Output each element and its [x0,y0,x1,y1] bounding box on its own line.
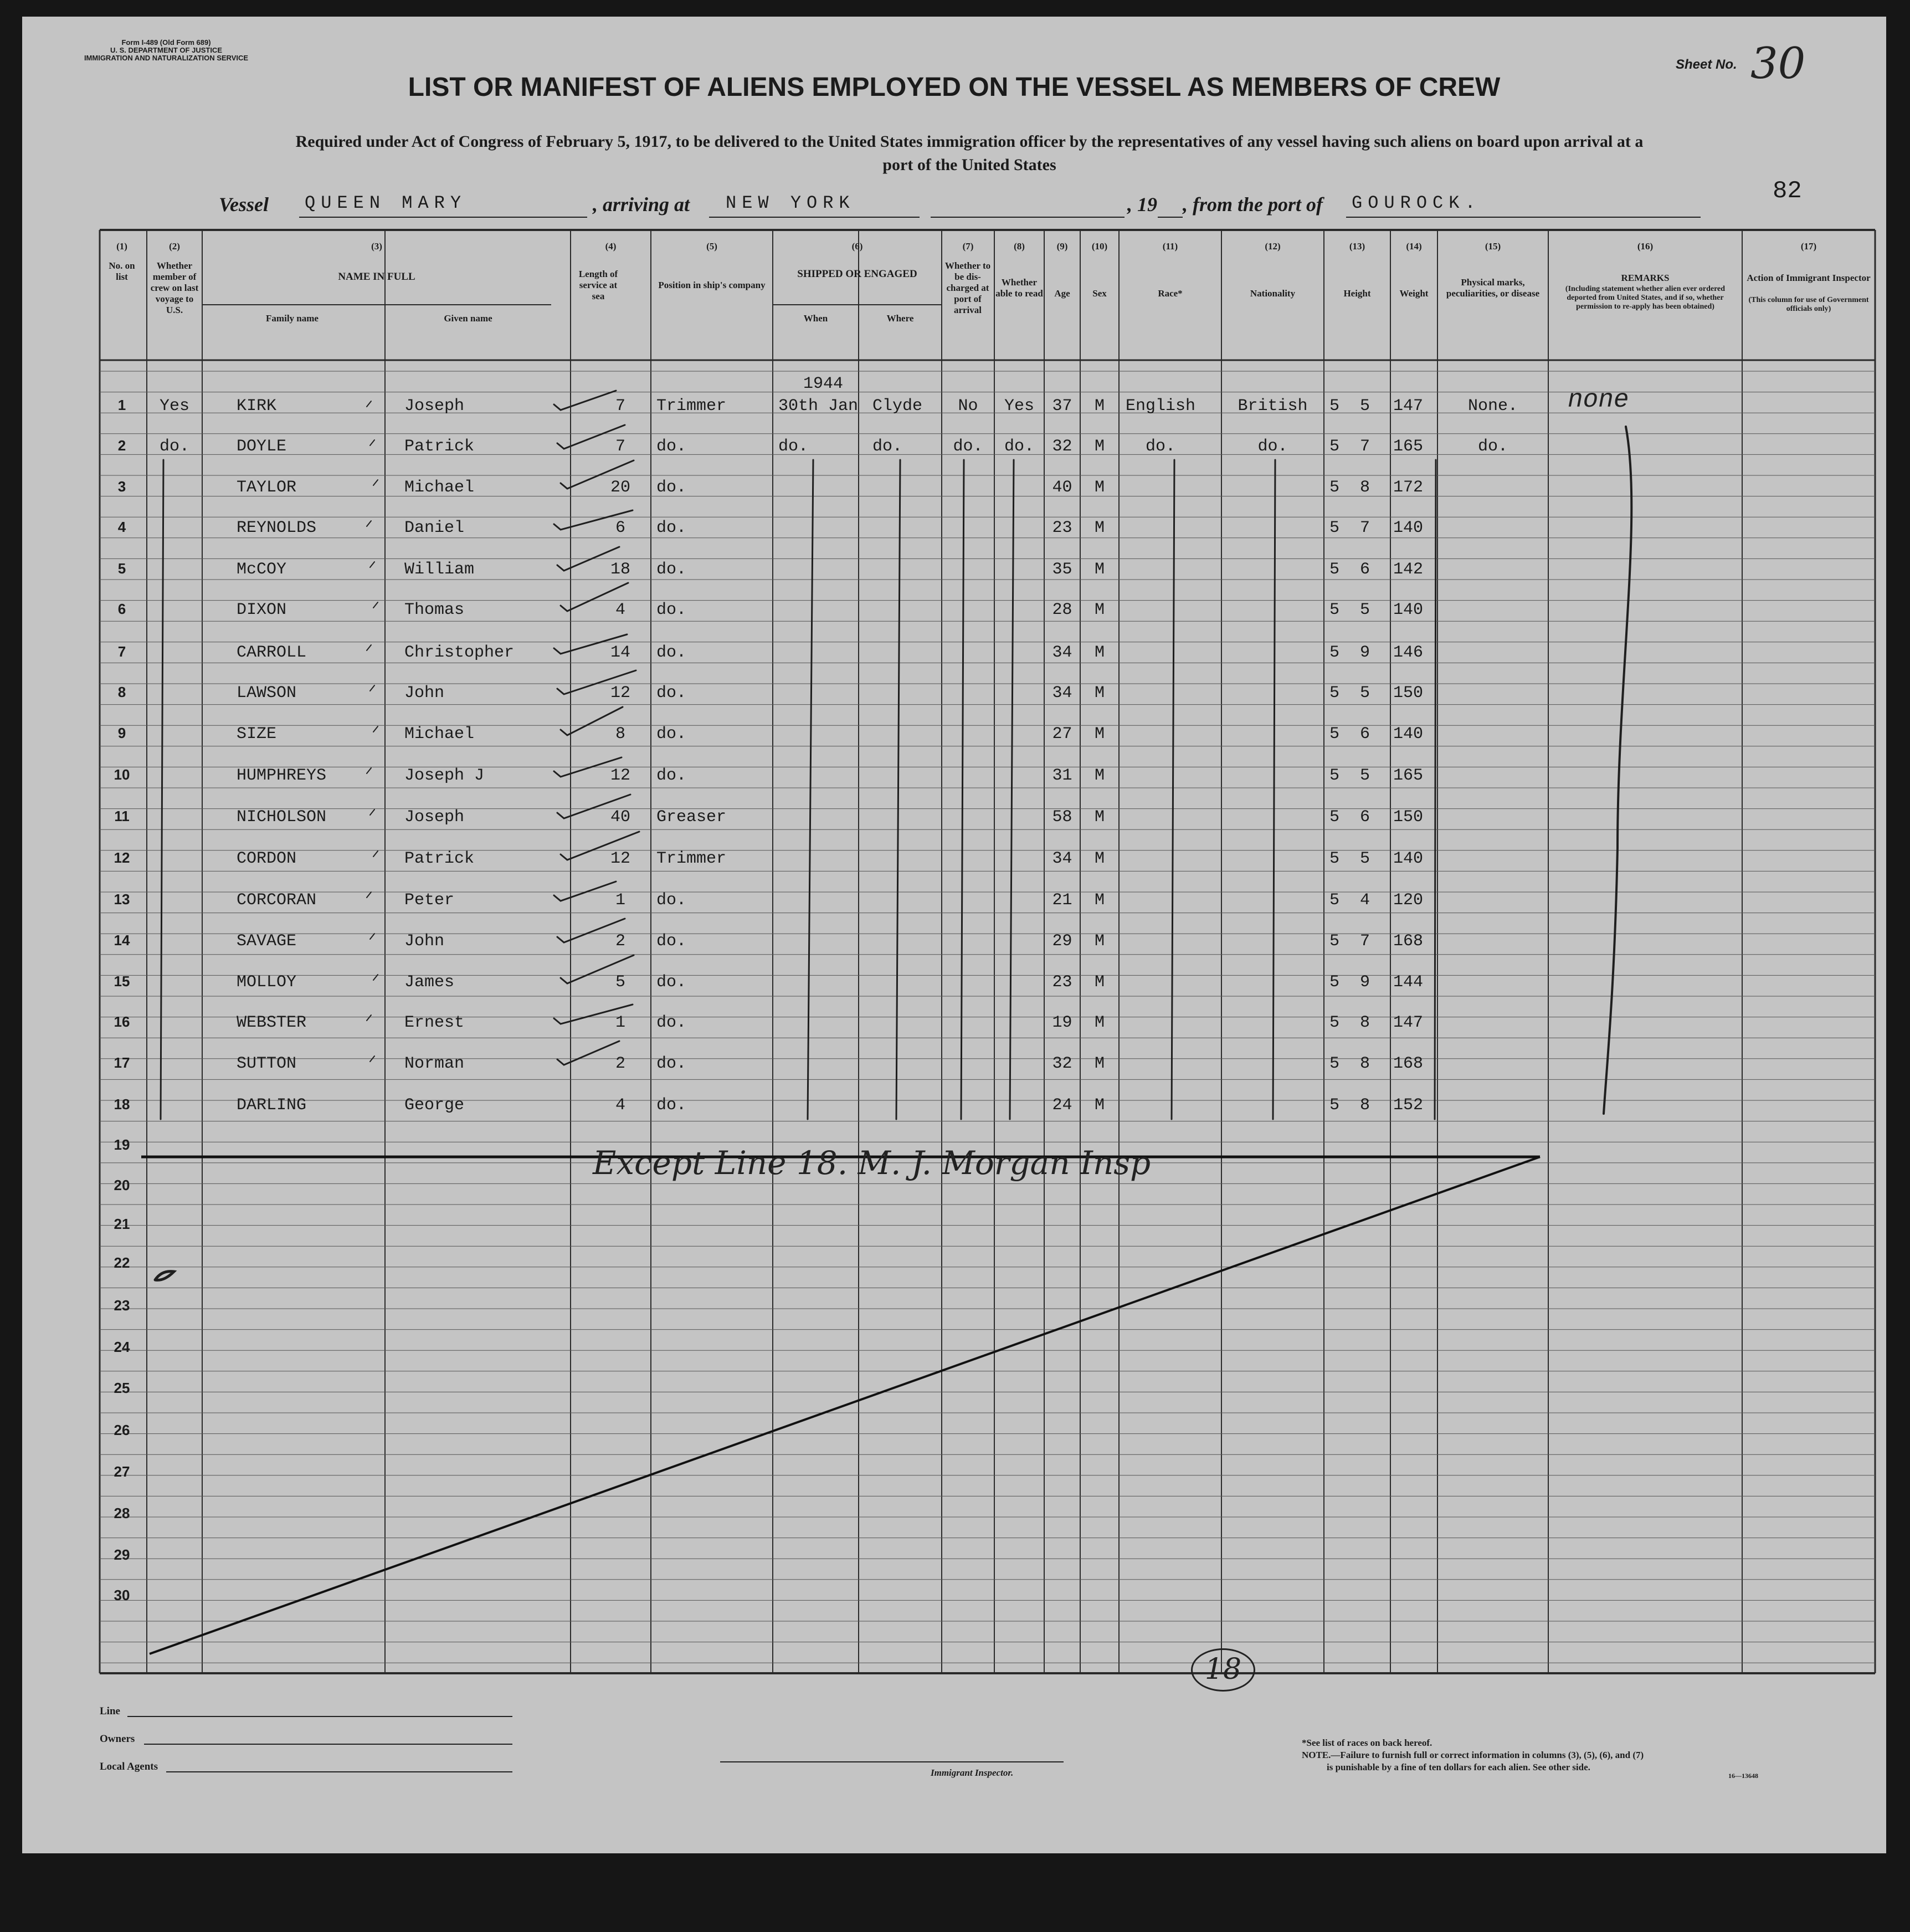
footer-note-races: *See list of races on back hereof. [1302,1738,1432,1748]
row-number: 16 [114,1013,130,1030]
footer-rules [22,17,1886,1853]
cell-position: do. [656,601,687,619]
header-service-length: Length of service at sea [578,269,618,301]
header-member-last-voyage: Whether member of crew on last voyage to U.S. [150,260,199,315]
header-discharged: Whether to be dis- charged at port of arrival [944,260,991,315]
cell-family: SAVAGE [237,932,297,951]
cell-weight: 168 [1393,1054,1424,1073]
row-number: 17 [114,1054,130,1071]
empty-row-number: 24 [114,1339,130,1355]
cell-weight: 120 [1393,891,1424,910]
col-num: (9) [1056,241,1068,252]
cell-family: DOYLE [237,437,287,456]
cell-read: Yes [1004,397,1034,416]
cell-race: English [1125,397,1196,416]
cell-nationality: British [1238,397,1308,416]
cell-ft: 5 [1329,519,1340,537]
cell-position: do. [656,766,687,785]
cell-given: Joseph [404,397,465,416]
col-num: (3) [371,241,382,252]
cell-family: McCOY [237,560,287,579]
service-name: IMMIGRATION AND NATURALIZATION SERVICE [84,54,249,62]
header-weight: Weight [1399,288,1429,299]
cell-age: 32 [1052,1054,1072,1073]
cell-service: 12 [610,849,630,868]
cell-service: 1 [615,1013,625,1032]
subtitle-line-2: port of the United States [882,156,1056,174]
cell-age: 24 [1052,1096,1072,1115]
cell-position: Greaser [656,808,727,827]
cell-family: CARROLL [237,643,307,662]
department: U. S. DEPARTMENT OF JUSTICE [110,46,222,54]
cell-sex: M [1094,891,1105,910]
cell-ft: 5 [1329,808,1340,827]
cell-where: Clyde [872,397,923,416]
cell-sex: M [1094,1013,1105,1032]
cell-in: 8 [1360,1096,1370,1115]
cell-given: John [404,932,445,951]
cell-position: do. [656,973,687,992]
cell-family: MOLLOY [237,973,297,992]
cell-weight: 146 [1393,643,1424,662]
cell-weight: 140 [1393,849,1424,868]
cell-in: 5 [1360,601,1370,619]
footer-agents-label: Local Agents [100,1761,158,1772]
cell-age: 58 [1052,808,1072,827]
cell-given: Thomas [404,601,465,619]
header-no-on-list: No. on list [109,260,135,282]
col-num: (17) [1800,241,1817,252]
cell-age: 35 [1052,560,1072,579]
cell-in: 5 [1360,684,1370,703]
cell-ft: 5 [1329,973,1340,992]
form-title: LIST OR MANIFEST OF ALIENS EMPLOYED ON THE VESSEL AS MEMBERS OF CREW [408,73,1501,102]
row-number: 13 [114,891,130,908]
row-number: 10 [114,766,130,783]
header-given-name: Given name [444,313,492,324]
cell-ft: 5 [1329,643,1340,662]
cell-position: do. [656,519,687,537]
cell-weight: 147 [1393,1013,1424,1032]
cell-ft: 5 [1329,1013,1340,1032]
cell-in: 6 [1360,560,1370,579]
empty-row-number: 29 [114,1546,130,1563]
cell-service: 7 [615,437,625,456]
cell-ft: 5 [1329,601,1340,619]
cell-ft: 5 [1329,766,1340,785]
header-inspector-note: (This column for use of Government officials only) [1748,296,1869,313]
cell-given: Michael [404,478,475,497]
col-num: (6) [851,241,863,252]
row-number: 5 [117,560,126,577]
cell-family: NICHOLSON [237,808,327,827]
cell-nationality: do. [1257,437,1288,456]
cell-in: 6 [1360,808,1370,827]
cell-age: 34 [1052,684,1072,703]
form-id: Form I-489 (Old Form 689) [121,38,211,47]
cell-position: do. [656,891,687,910]
cell-weight: 165 [1393,437,1424,456]
cell-service: 12 [610,684,630,703]
cell-in: 5 [1360,397,1370,416]
empty-row-number: 26 [114,1422,130,1438]
sheet-label: Sheet No. [1676,57,1737,72]
footer-note-1: NOTE.—Failure to furnish full or correct information in columns (3), (5), (6), and (7) [1302,1750,1644,1760]
cell-sex: M [1094,973,1105,992]
col-num: (8) [1014,241,1025,252]
col-num: (16) [1637,241,1654,252]
cell-weight: 140 [1393,519,1424,537]
cell-in: 7 [1360,437,1370,456]
page-number: 82 [1773,177,1802,205]
arriving-label: , arriving at [593,193,690,216]
row-number: 9 [117,725,126,741]
cell-marks: do. [1477,437,1508,456]
row-number: 12 [114,849,130,866]
cell-weight: 140 [1393,601,1424,619]
header-sex: Sex [1092,288,1107,299]
row-number: 11 [114,808,130,824]
col-num: (4) [605,241,617,252]
header-name-in-full: NAME IN FULL [338,271,415,283]
row-number: 1 [117,397,126,413]
cell-service: 8 [615,725,625,744]
row-number: 15 [114,973,130,990]
header-family-name: Family name [266,313,319,324]
cell-year: 1944 [803,375,844,393]
row-number: 6 [117,601,126,617]
cell-sex: M [1094,808,1105,827]
header-where: Where [886,313,914,324]
year-label: , 19 [1127,193,1157,216]
cell-given: Patrick [404,437,475,456]
cell-weight: 144 [1393,973,1424,992]
cell-ft: 5 [1329,478,1340,497]
cell-when: do. [778,437,809,456]
col-num: (7) [962,241,974,252]
empty-row-number: 27 [114,1463,130,1480]
cell-age: 27 [1052,725,1072,744]
cell-given: Joseph [404,808,465,827]
cell-sex: M [1094,643,1105,662]
cell-service: 4 [615,601,625,619]
header-age: Age [1054,288,1070,299]
cell-sex: M [1094,1096,1105,1115]
footer-line-label: Line [100,1705,120,1717]
col-num: (5) [706,241,717,252]
cell-ft: 5 [1329,849,1340,868]
cell-age: 23 [1052,973,1072,992]
cell-position: do. [656,725,687,744]
empty-row-number: 23 [114,1297,130,1314]
cell-age: 34 [1052,849,1072,868]
footer-inspector-label: Immigrant Inspector. [931,1767,1014,1778]
row-number: 14 [114,932,130,949]
cell-age: 23 [1052,519,1072,537]
cell-sex: M [1094,397,1105,416]
cell-given: Michael [404,725,475,744]
header-position: Position in ship's company [658,280,766,290]
cell-family: HUMPHREYS [237,766,327,785]
cell-ft: 5 [1329,932,1340,951]
empty-row-number: 30 [114,1587,130,1603]
cell-given: Norman [404,1054,465,1073]
col-num: (2) [169,241,180,252]
cancellation-annotation: Except Line 18. M. J. Morgan Insp [593,1144,1151,1182]
cell-sex: M [1094,1054,1105,1073]
cell-in: 5 [1360,766,1370,785]
cell-given: Peter [404,891,455,910]
cell-ft: 5 [1329,684,1340,703]
cell-family: CORDON [237,849,297,868]
empty-row-number: 28 [114,1505,130,1521]
col-num: (14) [1406,241,1422,252]
cell-given: Ernest [404,1013,465,1032]
departure-port: GOUROCK. [1352,193,1481,213]
subtitle-line-1: Required under Act of Congress of February 5, 1917, to be delivered to the United States immigration officer by the representatives of any vessel having such aliens on board upon arrival at a [295,132,1644,151]
cell-discharged: No [958,397,978,416]
cell-age: 31 [1052,766,1072,785]
row-number: 4 [117,519,126,535]
cell-race: do. [1145,437,1175,456]
cell-in: 5 [1360,849,1370,868]
cell-family: CORCORAN [237,891,317,910]
cell-ft: 5 [1329,1096,1340,1115]
cell-remarks: none [1568,386,1629,414]
cell-age: 28 [1052,601,1072,619]
cell-service: 20 [610,478,630,497]
cell-ft: 5 [1329,1054,1340,1073]
cell-family: WEBSTER [237,1013,307,1032]
col-num: (10) [1091,241,1108,252]
col-num: (15) [1485,241,1501,252]
footer-owners-label: Owners [100,1733,135,1745]
cell-age: 21 [1052,891,1072,910]
cell-family: SUTTON [237,1054,297,1073]
cell-sex: M [1094,684,1105,703]
cell-ft: 5 [1329,891,1340,910]
vessel-label: Vessel [219,193,269,216]
cell-in: 8 [1360,1054,1370,1073]
cell-ft: 5 [1329,560,1340,579]
cell-sex: M [1094,849,1105,868]
cell-in: 9 [1360,973,1370,992]
footer-note-2: is punishable by a fine of ten dollars for each alien. See other side. [1327,1762,1590,1772]
cell-when: 30th Jan [778,397,859,416]
manifest-sheet [22,17,1886,1853]
cell-position: do. [656,684,687,703]
arriving-port: NEW YORK [726,193,855,213]
cell-given: John [404,684,445,703]
footer-print-code: 16—13648 [1728,1772,1758,1780]
cell-service: 5 [615,973,625,992]
cell-weight: 150 [1393,808,1424,827]
cell-member: do. [159,437,189,456]
cell-in: 7 [1360,519,1370,537]
header-when: When [803,313,828,324]
row-number: 8 [117,684,126,700]
cell-sex: M [1094,932,1105,951]
header-nationality: Nationality [1250,288,1296,299]
cell-family: SIZE [237,725,277,744]
col-num: (12) [1265,241,1281,252]
cell-service: 6 [615,519,625,537]
empty-row-number: 20 [114,1177,130,1193]
cell-in: 8 [1360,1013,1370,1032]
col-num: (11) [1162,241,1178,252]
cell-sex: M [1094,766,1105,785]
cell-in: 4 [1360,891,1370,910]
cell-read: do. [1004,437,1034,456]
cell-position: do. [656,1013,687,1032]
cell-in: 9 [1360,643,1370,662]
cell-given: Christopher [404,643,515,662]
cell-age: 40 [1052,478,1072,497]
cell-age: 32 [1052,437,1072,456]
cell-position: do. [656,437,687,456]
cell-age: 29 [1052,932,1072,951]
cell-weight: 172 [1393,478,1424,497]
cell-service: 40 [610,808,630,827]
cell-service: 2 [615,1054,625,1073]
row-number: 2 [117,437,126,454]
cell-sex: M [1094,519,1105,537]
cell-weight: 152 [1393,1096,1424,1115]
cell-given: Patrick [404,849,475,868]
cell-age: 34 [1052,643,1072,662]
cell-discharged: do. [953,437,983,456]
cell-service: 12 [610,766,630,785]
cell-given: Joseph J [404,766,485,785]
cell-position: Trimmer [656,397,727,416]
cell-given: George [404,1096,465,1115]
cell-family: KIRK [237,397,277,416]
cell-sex: M [1094,437,1105,456]
cell-in: 7 [1360,932,1370,951]
cell-where: do. [872,437,903,456]
cell-service: 18 [610,560,630,579]
cell-service: 2 [615,932,625,951]
cell-given: William [404,560,475,579]
row-number: 7 [117,643,126,660]
footer-notes [1302,1737,1644,1774]
empty-row-number: 25 [114,1380,130,1396]
cell-weight: 140 [1393,725,1424,744]
vessel-name: QUEEN MARY [305,193,467,213]
cell-position: do. [656,478,687,497]
circled-count-value: 18 [1204,1653,1242,1686]
cell-given: Daniel [404,519,465,537]
cell-in: 8 [1360,478,1370,497]
header-shipped-engaged: SHIPPED OR ENGAGED [797,268,917,280]
cell-given: James [404,973,455,992]
cell-service: 14 [610,643,630,662]
empty-row-number: 21 [114,1216,130,1232]
cell-age: 19 [1052,1013,1072,1032]
header-physical-marks: Physical marks, peculiarities, or disease [1446,277,1540,299]
cell-family: DARLING [237,1096,307,1115]
cell-position: Trimmer [656,849,727,868]
cell-ft: 5 [1329,437,1340,456]
empty-row-number: 22 [114,1254,130,1271]
cell-position: do. [656,1096,687,1115]
header-remarks-note: (Including statement whether alien ever ordered deported from United States, and if so, whether permission to re-apply has been obtained) [1565,285,1726,311]
cell-family: TAYLOR [237,478,297,497]
cell-member: Yes [159,397,189,416]
cell-weight: 142 [1393,560,1424,579]
cell-sex: M [1094,725,1105,744]
cell-position: do. [656,1054,687,1073]
header-height: Height [1343,288,1371,299]
row-number: 18 [114,1096,130,1113]
cell-weight: 150 [1393,684,1424,703]
cell-sex: M [1094,478,1105,497]
cell-sex: M [1094,601,1105,619]
cell-in: 6 [1360,725,1370,744]
cell-family: DIXON [237,601,287,619]
cell-family: LAWSON [237,684,297,703]
cell-ft: 5 [1329,725,1340,744]
cell-position: do. [656,560,687,579]
cell-position: do. [656,643,687,662]
cell-position: do. [656,932,687,951]
header-inspector-action: Action of Immigrant Inspector [1747,273,1871,283]
header-able-to-read: Whether able to read [995,277,1043,299]
header-remarks: REMARKS [1621,273,1670,283]
col-num: (1) [116,241,127,252]
row-number: 3 [117,478,126,495]
from-port-label: , from the port of [1183,193,1323,216]
cell-ft: 5 [1329,397,1340,416]
sheet-number: 30 [1750,39,1806,89]
header-race: Race* [1158,288,1183,299]
cell-weight: 168 [1393,932,1424,951]
cell-family: REYNOLDS [237,519,317,537]
col-num: (13) [1349,241,1365,252]
cell-age: 37 [1052,397,1072,416]
cell-service: 4 [615,1096,625,1115]
cell-weight: 165 [1393,766,1424,785]
empty-row-number: 19 [114,1136,130,1153]
cell-marks: None. [1467,397,1518,416]
cell-sex: M [1094,560,1105,579]
cell-weight: 147 [1393,397,1424,416]
cell-service: 1 [615,891,625,910]
cell-service: 7 [615,397,625,416]
